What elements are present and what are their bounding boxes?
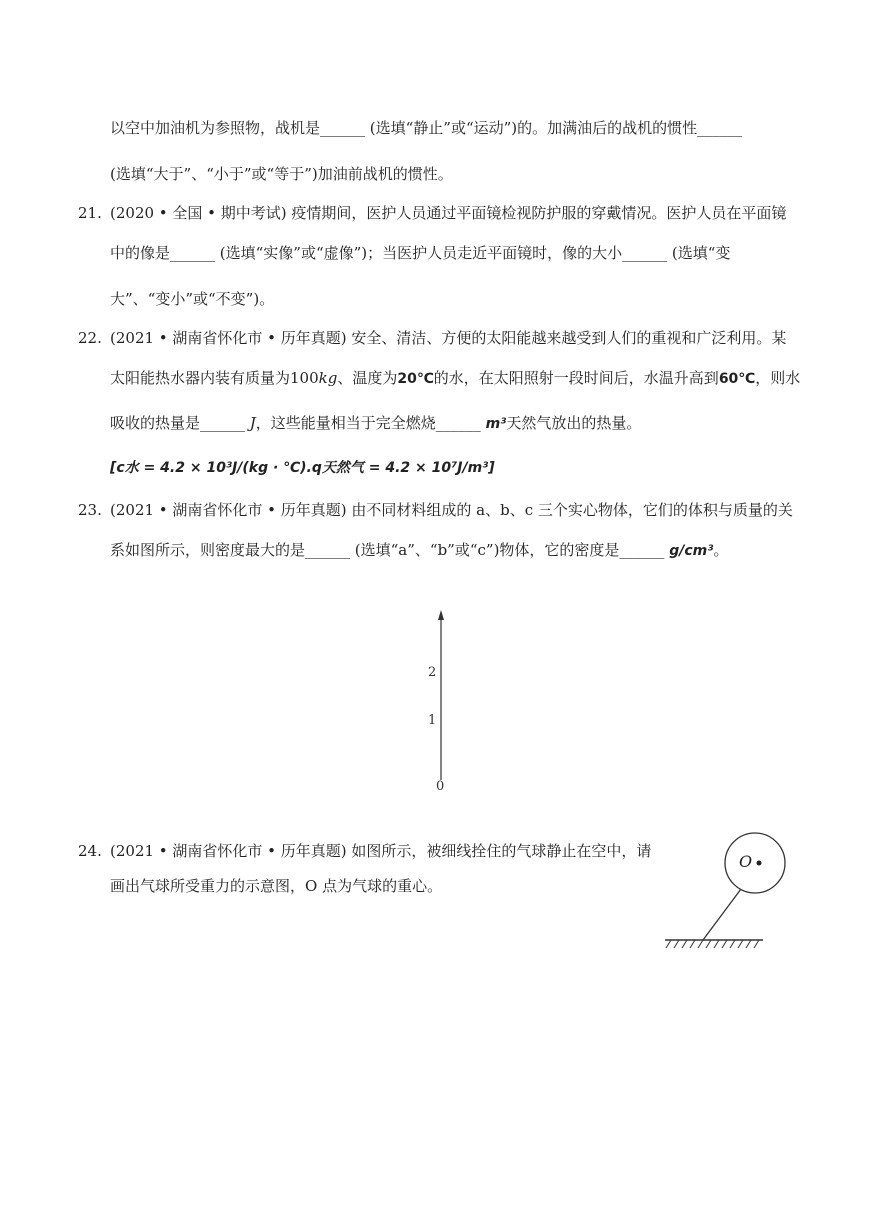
q24-number: 24. (78, 842, 102, 860)
q23-tick-1: 1 (428, 713, 437, 728)
balloon-string (703, 889, 741, 940)
q22-line-2-text-c: 、温度为 (337, 369, 398, 387)
q22-unit-m3: m³ (485, 416, 507, 432)
q22-formula: [c水 = 4.2 × 10³J/(kg · ℃).q天然气 = 4.2 × 10⁷J/m³] (110, 460, 495, 476)
q22-line-3-text-c: ，这些能量相当于完全燃烧______ (255, 414, 486, 432)
q24-line-2: 画出气球所受重力的示意图，O 点为气球的重心。 (110, 877, 443, 895)
q20-line-1: 以空中加油机为参照物，战机是______ (选填“静止”或“运动”)的。加满油后的战机的惯性______ (110, 119, 743, 137)
q22-line-3-text-e: 天然气放出的热量。 (506, 414, 642, 432)
q23-line-2-text: 系如图所示，则密度最大的是______ (选填“a”、“b”或“c”)物体，它的密度是______ (110, 541, 670, 559)
q23-line-2 (110, 540, 728, 561)
q20-line-2: (选填“大于”、“小于”或“等于”)加油前战机的惯性。 (110, 165, 453, 183)
q22-unit-kg: kg (318, 369, 338, 387)
balloon-circle (725, 833, 785, 893)
q21-line-2: 中的像是______ (选填“实像”或“虚像”)；当医护人员走近平面镜时，像的大小______ (选填“变 (110, 244, 731, 262)
q22-line-2-text-g: ，则水 (755, 369, 801, 387)
q22-temp-60: 60℃ (718, 371, 756, 387)
q22-line-3-text-a: 吸收的热量是______ (110, 414, 250, 432)
q22-line-3 (110, 413, 641, 434)
q24-line-1: (2021 • 湖南省怀化市 • 历年真题) 如图所示，被细线拴住的气球静止在空中，请 (110, 842, 652, 860)
q23-period: 。 (713, 541, 729, 559)
balloon-center-dot (757, 861, 762, 866)
q22-line-1: (2021 • 湖南省怀化市 • 历年真题) 安全、清洁、方便的太阳能越来越受到人们的重视和广泛利用。某 (110, 329, 787, 347)
q21-line-3: 大”、“变小”或“不变”)。 (110, 290, 275, 308)
q23-tick-0: 0 (436, 779, 445, 794)
q24-balloon-figure (655, 825, 795, 960)
q22-unit-j: J (249, 414, 256, 432)
q21-line-1: (2020 • 全国 • 期中考试) 疫情期间，医护人员通过平面镜检视防护服的穿戴情况。医护人员在平面镜 (110, 204, 787, 222)
q22-number: 22. (78, 329, 102, 347)
q21-number: 21. (78, 204, 102, 222)
q23-line-1: (2021 • 湖南省怀化市 • 历年真题) 由不同材料组成的 a、b、c 三个实心物体，它们的体积与质量的关 (110, 501, 793, 519)
ground-hatching (666, 940, 759, 948)
q23-graph-arrow (438, 610, 444, 620)
q22-temp-20: 20℃ (397, 371, 434, 387)
q22-line-2-text-a: 太阳能热水器内装有质量为100 (110, 369, 319, 387)
q23-number: 23. (78, 501, 102, 519)
q22-line-2 (110, 368, 800, 389)
q23-unit: g/cm³ (669, 543, 714, 559)
balloon-center-label: O (739, 852, 753, 871)
q23-graph (400, 600, 480, 800)
q22-line-2-text-e: 的水，在太阳照射一段时间后，水温升高到 (433, 369, 719, 387)
q23-tick-2: 2 (428, 665, 437, 680)
